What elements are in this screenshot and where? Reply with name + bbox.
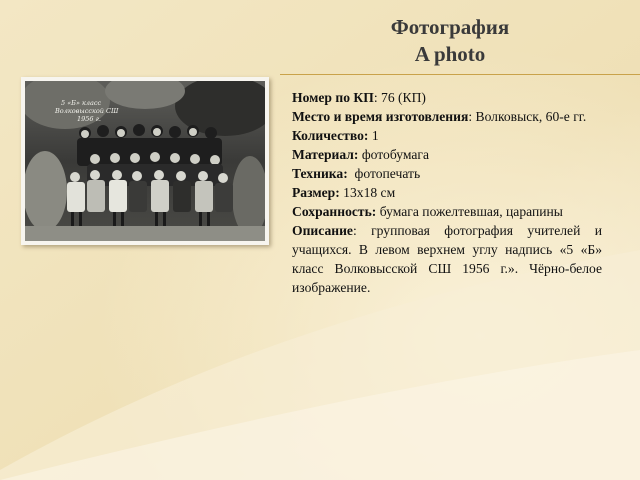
detail-description: Описание: групповая фотография учителей и учащихся. В левом верхнем углу надпись «5 «Б» класс Волковысской СШ 1956 г.». Чёрно-белое изображение.: [292, 223, 602, 295]
photo-inscription-line1: 5 «Б» класс: [61, 99, 102, 107]
group-photo-image: [25, 81, 265, 241]
detail-place-time: Место и время изготовления: Волковыск, 60-е гг.: [292, 109, 587, 124]
photo-inscription-line3: 1956 г.: [77, 115, 101, 123]
title-divider: [280, 74, 640, 75]
detail-condition: Сохранность: бумага пожелтевшая, царапины: [292, 204, 563, 219]
title-english: A photo: [414, 42, 486, 66]
detail-size: Размер: 13х18 см: [292, 185, 396, 200]
slide-title: [330, 14, 570, 68]
detail-quantity: Количество: 1: [292, 128, 379, 143]
archival-photo: [21, 77, 269, 245]
photo-inscription-line2: Волковысской СШ: [55, 107, 119, 115]
detail-inventory-number: Номер по КП: 76 (КП): [292, 90, 426, 105]
catalog-details: [292, 88, 602, 297]
detail-material: Материал: фотобумага: [292, 147, 430, 162]
detail-technique: Техника: фотопечать: [292, 166, 421, 181]
title-russian: Фотография: [390, 15, 510, 39]
